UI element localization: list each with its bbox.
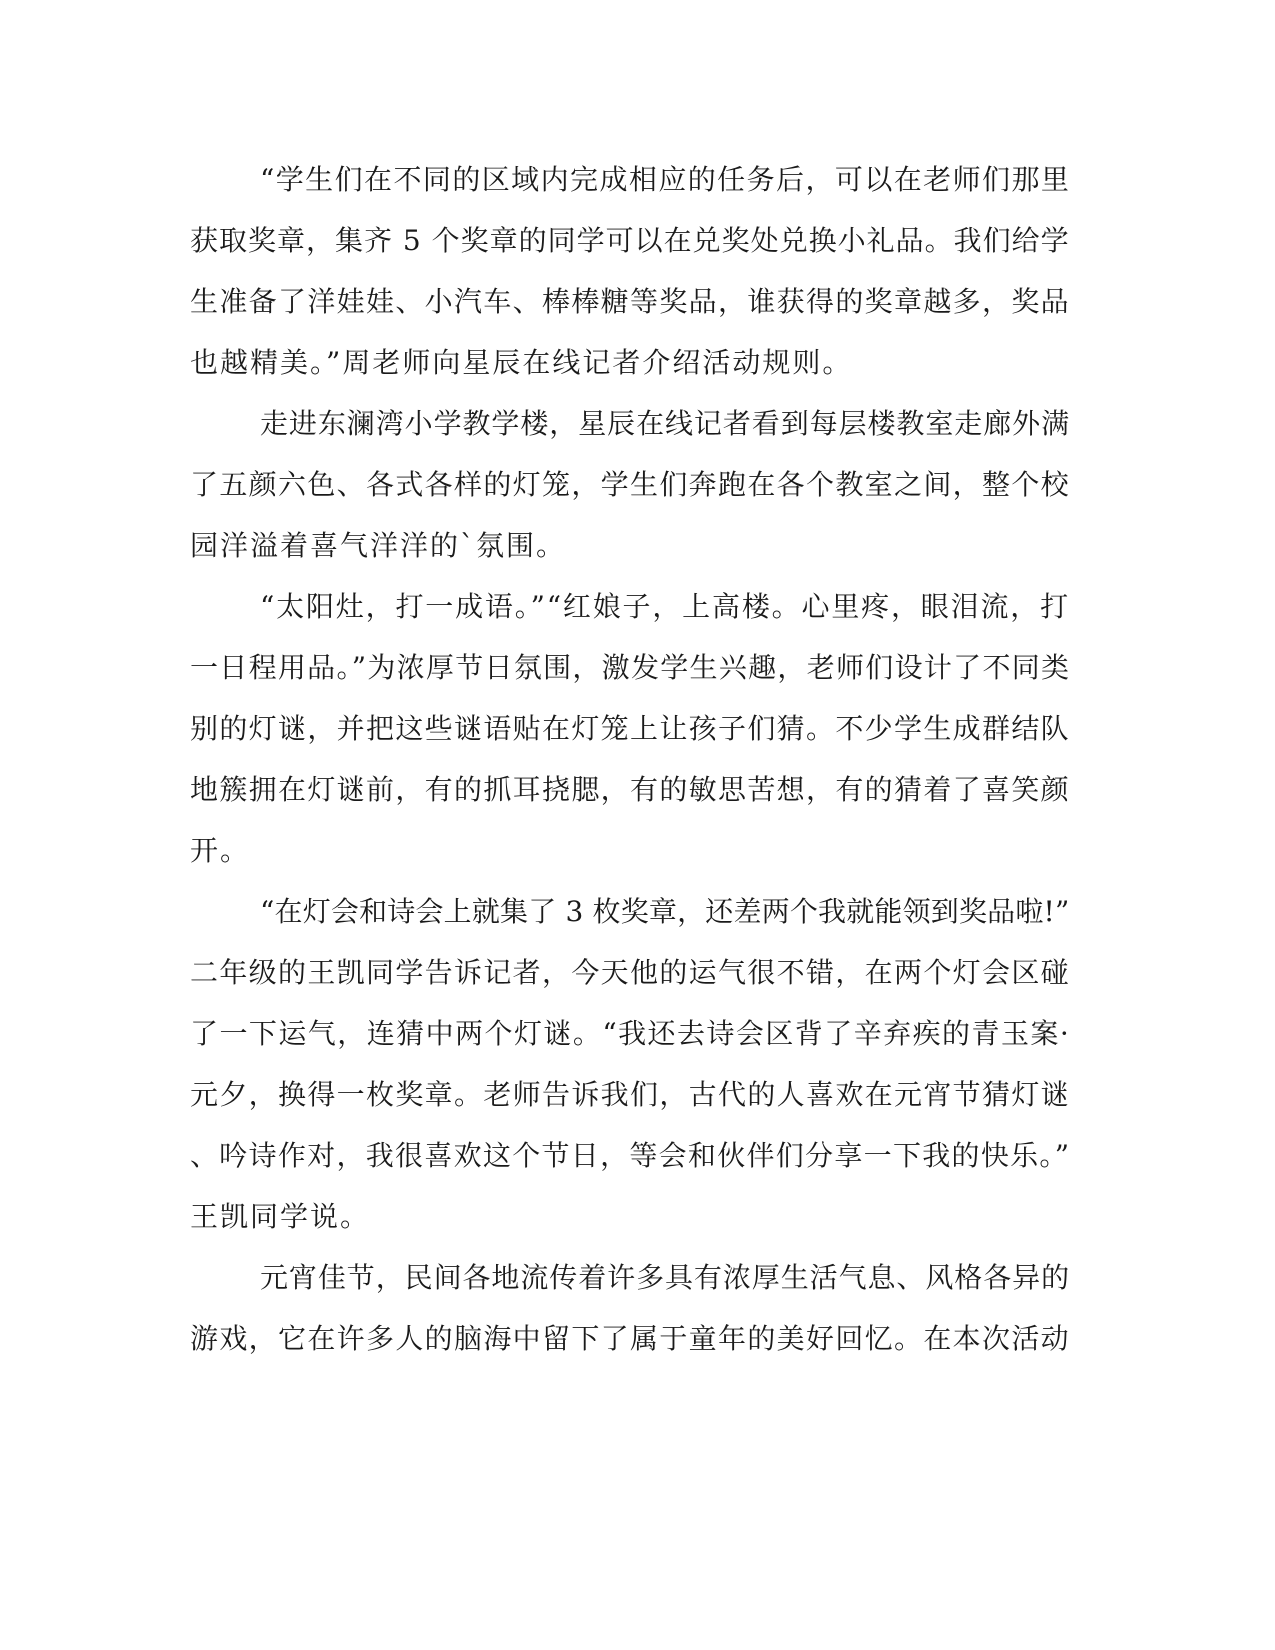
text-line: 了一下运气，连猜中两个灯谜。“我还去诗会区背了辛弃疾的青玉案· xyxy=(190,1017,1071,1050)
text-line: 元夕，换得一枚奖章。老师告诉我们，古代的人喜欢在元宵节猜灯谜 xyxy=(190,1078,1071,1111)
text-line: 园洋溢着喜气洋洋的`氛围。 xyxy=(190,529,567,562)
text-line: 游戏，它在许多人的脑海中留下了属于童年的美好回忆。在本次活动 xyxy=(190,1322,1071,1355)
text-line: “学生们在不同的区域内完成相应的任务后，可以在老师们那里 xyxy=(260,163,1071,196)
text-line: 了五颜六色、各式各样的灯笼，学生们奔跑在各个教室之间，整个校 xyxy=(190,468,1071,501)
text-line: 一日程用品。”为浓厚节日氛围，激发学生兴趣，老师们设计了不同类 xyxy=(190,651,1071,684)
text-line: 二年级的王凯同学告诉记者，今天他的运气很不错，在两个灯会区碰 xyxy=(190,956,1071,989)
text-line: 也越精美。”周老师向星辰在线记者介绍活动规则。 xyxy=(190,346,853,379)
text-line: 、吟诗作对，我很喜欢这个节日，等会和伙伴们分享一下我的快乐。” xyxy=(190,1139,1071,1172)
text-line: “太阳灶，打一成语。”“红娘子，上高楼。心里疼，眼泪流，打 xyxy=(260,590,1070,623)
text-line: 获取奖章，集齐 5 个奖章的同学可以在兑奖处兑换小礼品。我们给学 xyxy=(190,224,1070,257)
text-line: 地簇拥在灯谜前，有的抓耳挠腮，有的敏思苦想，有的猜着了喜笑颜 xyxy=(190,773,1071,806)
text-line: 开。 xyxy=(190,834,251,867)
text-line: 走进东澜湾小学教学楼，星辰在线记者看到每层楼教室走廊外满 xyxy=(260,407,1071,440)
text-line: 别的灯谜，并把这些谜语贴在灯笼上让孩子们猜。不少学生成群结队 xyxy=(190,712,1071,745)
text-line: 王凯同学说。 xyxy=(190,1200,371,1233)
text-line: “在灯会和诗会上就集了 3 枚奖章，还差两个我就能领到奖品啦!” xyxy=(260,895,1070,928)
text-line: 生准备了洋娃娃、小汽车、棒棒糖等奖品，谁获得的奖章越多，奖品 xyxy=(190,285,1071,318)
text-line: 元宵佳节，民间各地流传着许多具有浓厚生活气息、风格各异的 xyxy=(260,1261,1071,1294)
